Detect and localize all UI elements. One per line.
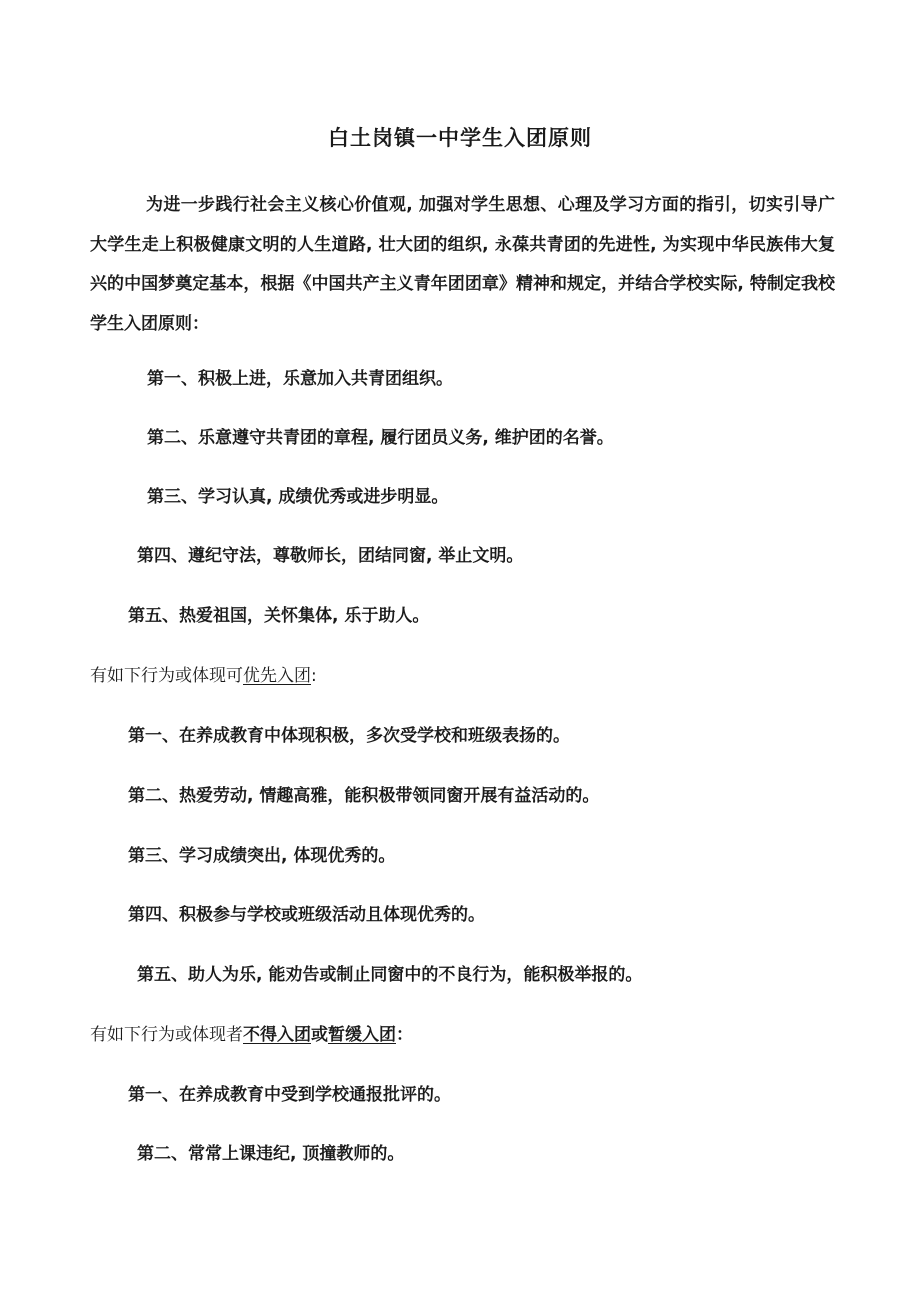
deny-heading-middle: 或	[311, 1025, 328, 1045]
document-title: 白土岗镇一中学生入团原则	[328, 126, 592, 150]
intro-paragraph: 为进一步践行社会主义核心价值观, 加强对学生思想、心理及学习方面的指引，切实引导广大学生走上积极健康文明的人生道路, 壮大团的组织, 永葆共青团的先进性, 为实现中华民族伟大复兴的中国梦奠定基本，根据《中国共产主义青年团团章》精神和规定，并结合学校实际, 特制定我校学生入团原则：	[90, 195, 835, 334]
principle-item-4: 第四、遵纪守法，尊敬师长，团结同窗, 举止文明。	[137, 546, 524, 566]
priority-heading-prefix: 有如下行为或体现可	[90, 666, 243, 686]
priority-item-1: 第一、在养成教育中体现积极，多次受学校和班级表扬的。	[128, 726, 570, 746]
principle-item-3: 第三、学习认真, 成绩优秀或进步明显。	[147, 487, 449, 507]
deny-heading-suffix: ：	[396, 1025, 413, 1045]
deny-heading	[90, 1020, 413, 1045]
deny-heading-emphasis-2: 暂缓入团	[328, 1025, 396, 1045]
priority-heading-emphasis: 优先入团	[243, 666, 311, 686]
principle-item-1: 第一、积极上进，乐意加入共青团组织。	[147, 369, 453, 389]
principle-item-5: 第五、热爱祖国，关怀集体, 乐于助人。	[128, 606, 430, 626]
deny-item-2: 第二、常常上课违纪, 顶撞教师的。	[137, 1144, 405, 1164]
priority-item-3: 第三、学习成绩突出, 体现优秀的。	[128, 846, 396, 866]
deny-heading-prefix: 有如下行为或体现者	[90, 1025, 243, 1045]
deny-item-1: 第一、在养成教育中受到学校通报批评的。	[128, 1085, 451, 1105]
priority-heading	[90, 661, 317, 686]
deny-heading-emphasis-1: 不得入团	[243, 1025, 311, 1045]
priority-item-2: 第二、热爱劳动, 情趣高雅，能积极带领同窗开展有益活动的。	[128, 786, 600, 806]
principle-item-2: 第二、乐意遵守共青团的章程, 履行团员义务, 维护团的名誉。	[147, 428, 614, 448]
priority-item-5: 第五、助人为乐, 能劝告或制止同窗中的不良行为，能积极举报的。	[137, 965, 643, 985]
priority-heading-suffix: :	[311, 666, 317, 686]
priority-item-4: 第四、积极参与学校或班级活动且体现优秀的。	[128, 905, 485, 925]
